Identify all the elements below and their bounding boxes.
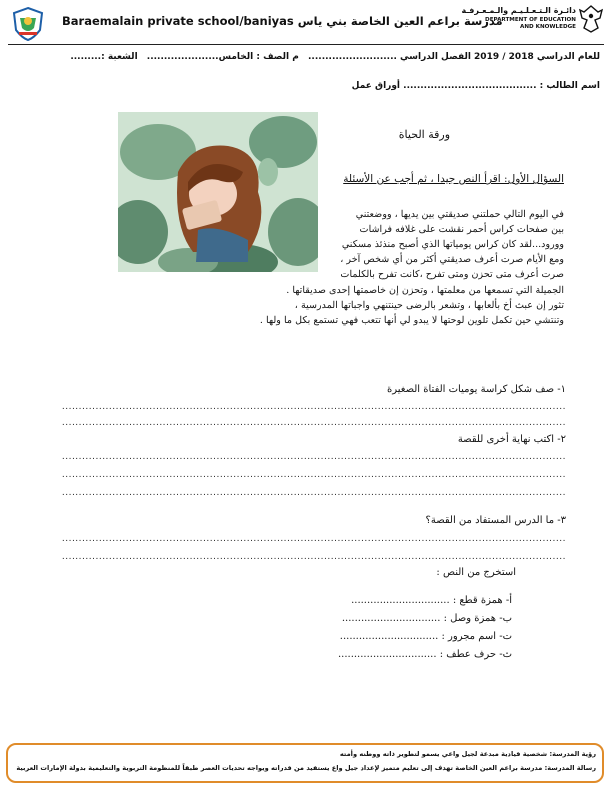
school-vision: رؤية المدرسة: شخصية قيادية مبدعة لجيل واعي يسمو لتطوير ذاته ووطنه وأمته xyxy=(339,750,596,758)
paragraph-line: بين صفحات كراس أحمر نقشت على غلافه فراشات xyxy=(359,224,564,235)
header-divider xyxy=(8,44,604,45)
extract-item-majroor: ت- اسم مجرور : ............................... xyxy=(339,631,512,642)
extract-heading: استخرج من النص : xyxy=(436,567,516,578)
info-row-year xyxy=(64,52,600,62)
school-crest-icon xyxy=(10,6,46,42)
year-label: للعام الدراسي 2018 / 2019 الفصل الدراسي .......................... xyxy=(308,52,600,62)
footer-box xyxy=(6,743,604,783)
paragraph-line: وتنتشي حين تكمل تلوين لوحتها لا يبدو لي أنها تتعب فهي تستمع بكل ما ولها . xyxy=(259,315,564,326)
ministry-english-line-2: AND KNOWLEDGE xyxy=(520,24,576,30)
grade-label: م الصف : الخامس..................... xyxy=(146,52,299,62)
ministry-arabic-name: دائـرة الـتـعـلـيـم والـمـعـرفـة xyxy=(461,6,576,15)
school-mission: رسالة المدرسة: مدرسة براعم العين الخاصة تهدف إلى تعليم متميز لإعداد جيل واع يستفيد من قدراته ويواجه تحديات العصر طبقاً للمنظومة التربوية والتعليمية بدولة الإمارات العربية xyxy=(16,764,596,772)
answer-line: ...................................................................................................................................................... xyxy=(61,534,566,544)
info-row-student xyxy=(346,81,600,91)
ministry-english-line-1: DEPARTMENT OF EDUCATION xyxy=(485,17,576,23)
extract-item-hamza-qat: أ- همزة قطع : ............................... xyxy=(351,595,512,606)
question-2: ٢- اكتب نهاية أخرى للقصة xyxy=(457,434,566,445)
school-name-title: Baraemalain private school/baniyas مدرسة براعم العين الخاصة بني ياس xyxy=(62,14,503,28)
question-3: ٣- ما الدرس المستفاد من القصة؟ xyxy=(425,515,566,526)
student-label: اسم الطالب : ....................................... أوراق عمل xyxy=(351,81,600,91)
question-heading xyxy=(300,173,564,185)
paragraph-line: صرت أعرف متى تحزن ومتى تفرح ،كانت تفرح بالكلمات xyxy=(340,269,564,280)
extract-item-harf-atf: ث- حرف عطف : ............................... xyxy=(337,649,512,660)
section-label: الشعبة :......... xyxy=(70,52,138,62)
paragraph-line: ومع الأيام صرت أعرف صديقتي أكثر من أي شخص آخر ، xyxy=(340,254,564,265)
question-1: ١- صف شكل كراسة يوميات الفتاة الصغيرة xyxy=(386,384,566,395)
paragraph-line: في اليوم التالي حملتني صديقتي بين يديها ، ووضعتني xyxy=(355,209,564,220)
answer-line: ...................................................................................................................................................... xyxy=(61,488,566,498)
answer-line: ...................................................................................................................................................... xyxy=(61,402,566,412)
ministry-logo xyxy=(461,4,606,40)
paragraph-line: تثور إن عبث أخ بألعابها ، وتشعر بالرضى حينتنهي واجباتها المدرسية ، xyxy=(294,300,564,311)
answer-line: ...................................................................................................................................................... xyxy=(61,418,566,428)
extract-item-hamza-wasl: ب- همزة وصل : ............................... xyxy=(341,613,512,624)
paragraph-line: الجميلة التي تسمعها من معلمتها ، وتحزن إن خاصمتها إحدى صديقاتها . xyxy=(286,285,564,296)
girl-reading-illustration xyxy=(118,112,318,272)
answer-line: ...................................................................................................................................................... xyxy=(61,452,566,462)
worksheet-title: ورقة الحياة xyxy=(398,128,450,141)
answer-line: ...................................................................................................................................................... xyxy=(61,552,566,562)
falcon-emblem-icon xyxy=(578,4,604,34)
question-heading-text: السؤال الأول: اقرأ النص جيدا ، ثم أجب عن الأسئلة xyxy=(343,173,564,185)
paragraph-line: وورود...لقد كان كراس يومياتها الذي أصبح منذئذ مسكني xyxy=(341,239,564,250)
answer-line: ...................................................................................................................................................... xyxy=(61,470,566,480)
